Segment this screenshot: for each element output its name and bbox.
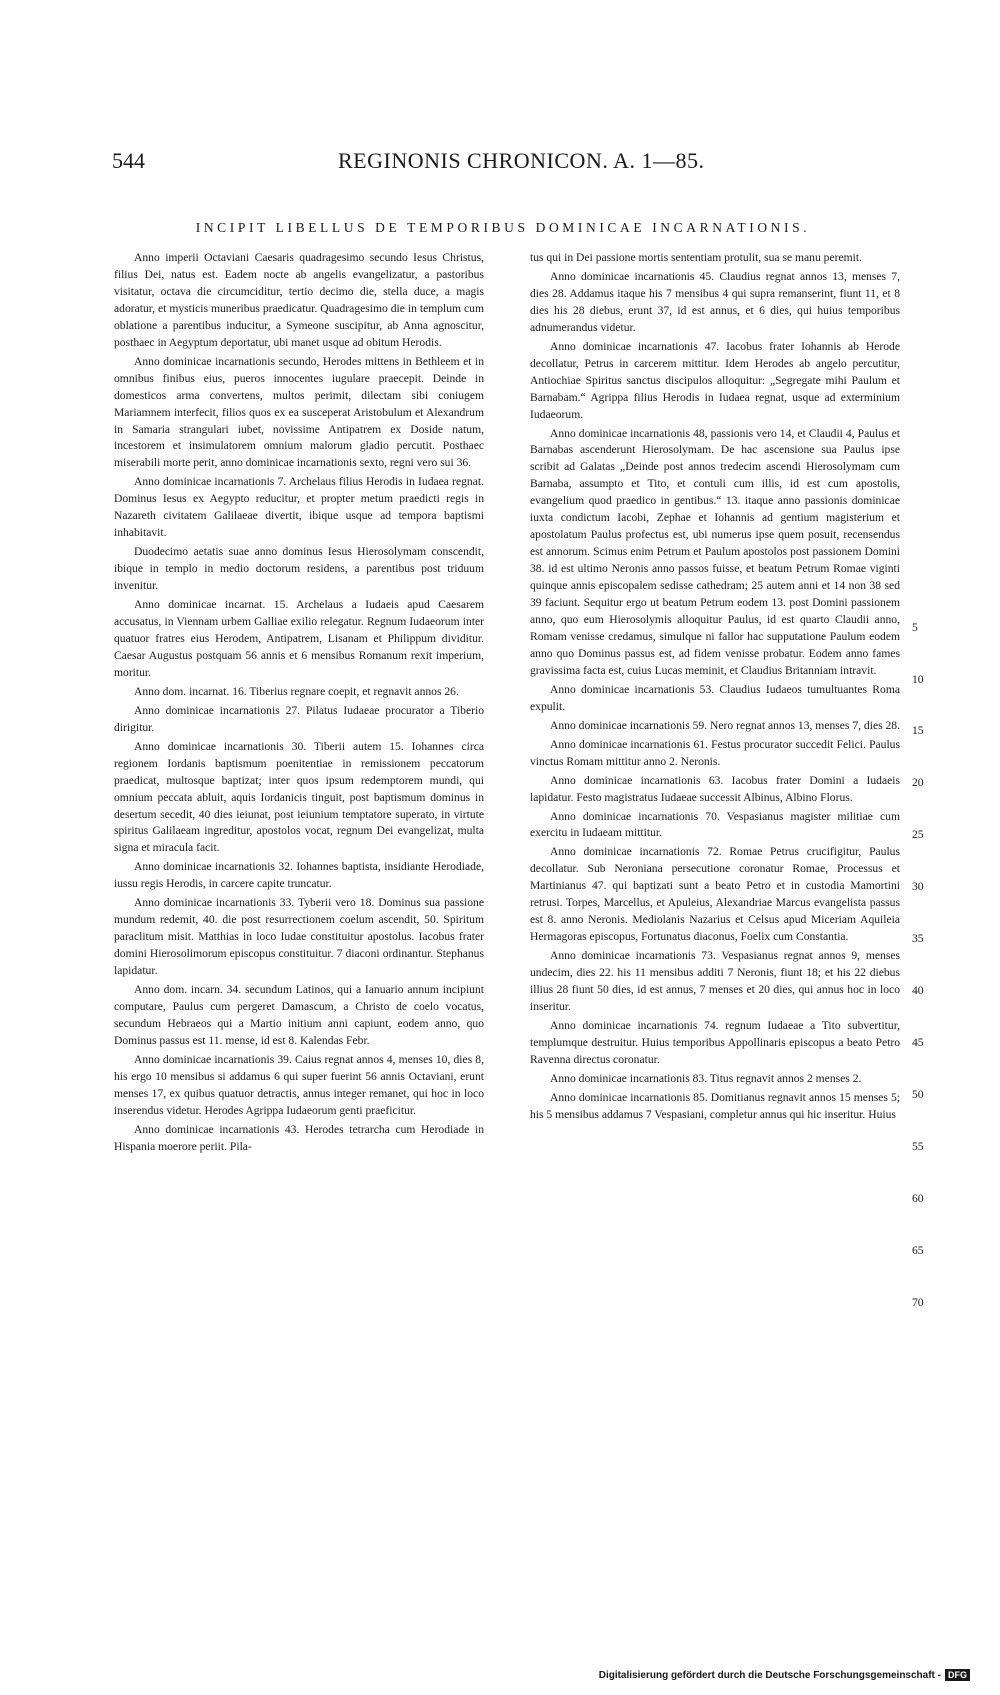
paragraph: Anno dominicae incarnationis 83. Titus regnavit annos 2 menses 2.	[550, 1071, 862, 1085]
paragraph: Anno dominicae incarnationis 45. Claudius regnat annos 13, menses 7, dies 28. Addamus itaque his 7 mensibus 4 qui supra remanserint, fiunt 11, et 8 dies his 28 diebus, erunt 37, id est annus, et 6 dies, qui huius temporibus adnumerandus videtur.	[530, 269, 900, 334]
line-number: 30	[912, 880, 924, 893]
paragraph: Anno dominicae incarnationis 47. Iacobus frater Iohannis ab Herode decollatur, Petrus in carcerem mittitur. Idem Herodes ab angelo percutitur, Antiochiae Spiritus sanctus discipulos alloquitur: „Segregate mihi Paulum et Barnabam.“ Agrippa filius Herodis in Iudaea regnat, usque ad exterminium Iudaeorum.	[530, 339, 900, 421]
running-title: REGINONIS CHRONICON. A. 1—85.	[338, 148, 705, 173]
paragraph: Anno dominicae incarnationis 7. Archelaus filius Herodis in Iudaea regnat. Dominus Iesus ex Aegypto reducitur, et propter metum praedicti regis in Nazareth civitatem Galilaeae divertit, ibique usque ad tempora baptismi inhabitavit.	[114, 475, 484, 540]
paragraph: Anno dominicae incarnationis 70. Vespasianus magister militiae cum exercitu in Iudaeam mittitur.	[530, 809, 900, 840]
paragraph: Anno dominicae incarnationis 53. Claudius Iudaeos tumultuantes Roma expulit.	[530, 682, 900, 713]
line-number: 45	[912, 1036, 924, 1049]
dfg-logo-icon: DFG	[945, 1669, 970, 1681]
line-number: 5	[912, 621, 918, 634]
paragraph: Anno dominicae incarnationis 59. Nero regnat annos 13, menses 7, dies 28.	[550, 718, 900, 732]
paragraph: Anno dom. incarn. 34. secundum Latinos, qui a Ianuario annum incipiunt computare, Paulus cum pergeret Damascum, a Christo de coelo vocatus, secundum Hebraeos qui a Martio initium anni capiunt, eodem anno, quo Dominus passus est 11. mense, id est 8. Kalendas Febr.	[114, 983, 484, 1047]
paragraph: Anno dominicae incarnationis 27. Pilatus Iudaeae procurator a Tiberio dirigitur.	[114, 703, 484, 734]
paragraph: Anno dominicae incarnationis 30. Tiberii autem 15. Iohannes circa regionem Iordanis baptismum poenitentiae in remissionem peccatorum praedicat, multosque baptizat; inter quos ipsum redemptorem mundi, qui omnium peccata abluit, aquis Iordanicis tinguit, post baptismum dominus in desertum secedit, 40 dies ieiunat, post ieiunium temptatore superato, in virtute spiritus Galilaeam ingreditur, apostolos vocat, regnum Dei evangelizat, multa signa et miracula facit.	[114, 739, 484, 855]
line-number: 15	[912, 724, 924, 737]
paragraph: Anno dominicae incarnationis 72. Romae Petrus crucifigitur, Paulus decollatur. Sub Neroniana persecutione coronatur Romae, Processus et Martinianus 47. qui baptizati sunt a beato Petro et in custodia Mamortini retrusi. Torpes, Marcellus, et Apuleius, Alexandriae Marcus evangelista passus est 8. anno Neronis. Mediolanis Nazarius et Celsus apud Miceriam Aquileia Hermagoras episcopus, Fortunatus diaconus, Foelix cum Constantia.	[530, 845, 900, 944]
footer-credit: Digitalisierung gefördert durch die Deutsche Forschungsgemeinschaft -	[598, 1669, 941, 1681]
paragraph: Anno dominicae incarnationis 48, passionis vero 14, et Claudii 4, Paulus et Barnabas ascenderunt Hierosolymam. De hac ascensione sua Paulus ipse scribit ad Galatas „Deinde post annos tredecim ascendi Hierosolymam cum Barnaba, assumpto et Tito, et contuli cum illis, id est cum apostolis, evangelium quod praedico in gentibus.“ 13. itaque anno passionis dominicae iuxta condictum Iacobi, Zephae et Iohannis ad gentium magisterium et apostolatum Paulus profectus est, ubi numerus ipse quem posuit, recensendus est annorum. Scimus enim Petrum et Paulum apostolos post passionem Domini 38. id est ultimo Neronis anno passos fuisse, et beatum Petrum Romae viginti quinque annis episcopalem sedisse cathedram; 25 autem anni et 14 non 38 sed 39 faciunt. Sequitur ergo ut beatum Petrum eodem 13. post Domini passionem anno, quo eum Hierosolymis alloquitur Paulus, id est quarto Claudii anno, Romam venisse credamus, simulque ni fallor hac supputatione Paulum eodem anno quo Dominus passus est, ad fidem venisse probatur. Eodem anno fames gravissima facta est, cuius Lucas meminit, et Claudius Britanniam intravit.	[530, 426, 900, 677]
section-title: INCIPIT LIBELLUS DE TEMPORIBUS DOMINICAE INCARNATIONIS.	[195, 220, 811, 235]
paragraph: Anno dominicae incarnationis 32. Iohannes baptista, insidiante Herodiade, iussu regis Herodis, in carcere capite truncatur.	[114, 860, 484, 891]
paragraph: Anno dominicae incarnationis secundo, Herodes mittens in Bethleem et in omnibus finibus eius, pueros innocentes iugulare praecepit. Deinde in domesticos arma convertens, multos perimit, dilectam sibi coniugem Mariamnem interfecit, filios quos ex ea susceperat Aristobulum et Alexandrum in Samaria strangulari iubet, novissime Antipatrem ex Doside natum, incestorem et insimulatorem omnium malorum gladio percutit. Posthaec miserabili morte perit, anno dominicae incarnationis sexto, regni vero sui 36.	[114, 354, 484, 470]
line-number: 25	[912, 828, 924, 841]
paragraph: Anno dom. incarnat. 16. Tiberius regnare coepit, et regnavit annos 26.	[134, 684, 459, 698]
line-number: 60	[912, 1192, 924, 1205]
line-number: 50	[912, 1088, 924, 1101]
line-number: 65	[912, 1244, 924, 1257]
paragraph: Anno dominicae incarnat. 15. Archelaus a Iudaeis apud Caesarem accusatus, in Viennam urbem Galliae exilio relegatur. Regnum Iudaeorum inter quatuor fratres eius Herodem, Antipatrem, Lisanam et Philippum dividitur. Caesar Augustus postquam 56 annis et 6 mensibus Romanum rexit imperium, moritur.	[114, 598, 484, 679]
line-numbers	[912, 0, 952, 1695]
paragraph: Anno dominicae incarnationis 74. regnum Iudaeae a Tito subvertitur, templumque destruitur. Huius temporibus Appollinaris episcopus a beato Petro Ravenna directus coronatur.	[530, 1018, 900, 1066]
paragraph: Duodecimo aetatis suae anno dominus Iesus Hierosolymam conscendit, ibique in templo in medio doctorum residens, a parentibus post triduum invenitur.	[114, 545, 484, 593]
paragraph: Anno dominicae incarnationis 61. Festus procurator succedit Felici. Paulus vinctus Romam mittitur anno 2. Neronis.	[530, 737, 900, 768]
footer	[599, 1669, 970, 1681]
line-number: 40	[912, 984, 924, 997]
paragraph: Anno dominicae incarnationis 33. Tyberii vero 18. Dominus sua passione mundum redemit, 40. die post resurrectionem coelum ascendit, 50. Spiritum paraclitum misit. Matthias in loco Iudae constituitur apostolus. Iacobus frater domini Hierosolimorum episcopus constituitur. 7 diaconi ordinantur. Stephanus lapidatur.	[114, 896, 484, 978]
line-number: 10	[912, 673, 924, 686]
left-column	[114, 250, 484, 1158]
paragraph: Anno dominicae incarnationis 43. Herodes tetrarcha cum Herodiade in Hispania moerore periit. Pila-	[114, 1122, 484, 1153]
line-number: 55	[912, 1140, 924, 1153]
paragraph: Anno dominicae incarnationis 63. Iacobus frater Domini a Iudaeis lapidatur. Festo magistratus Iudaeae successit Albinus, Albino Florus.	[530, 773, 900, 804]
paragraph: Anno dominicae incarnationis 39. Caius regnat annos 4, menses 10, dies 8, his ergo 10 mensibus si addamus 6 qui super fuerint 56 annis Octaviani, erunt menses 17, ex quibus quatuor detractis, annus integer remanet, qui hoc in loco inserendus videtur. Herodes Agrippa Iudaeorum genti praeficitur.	[114, 1052, 484, 1117]
line-number: 35	[912, 932, 924, 945]
paragraph: Anno imperii Octaviani Caesaris quadragesimo secundo Iesus Christus, filius Dei, natus est. Eadem nocte ab angelis evangelizatur, a pastoribus visitatur, octava die circumciditur, tertio decimo die, stella duce, a magis adoratur, et mysticis muneribus praedicatur. Quadragesimo die in templum cum oblatione a parentibus inducitur, a Symeone suscipitur, ab Anna agnoscitur, posthaec in Aegyptum deportatur, ubi manet usque ad obitum Herodis.	[114, 251, 484, 349]
paragraph: tus qui in Dei passione mortis sententiam protulit, sua se manu peremit.	[530, 251, 862, 264]
line-number: 20	[912, 776, 924, 789]
line-number: 70	[912, 1296, 924, 1309]
paragraph: Anno dominicae incarnationis 85. Domitianus regnavit annos 15 menses 5; his 5 mensibus addamus 7 Vespasiani, completur annus qui hic inseritur. Huius	[530, 1090, 900, 1121]
paragraph: Anno dominicae incarnationis 73. Vespasianus regnat annos 9, menses undecim, dies 22. his 11 mensibus additi 7 Neronis, fiunt 18; et his 22 diebus illius 28 fiunt 50 dies, id est annus, 7 menses et 20 dies, qui annus hoc in loco inseritur.	[530, 949, 900, 1013]
right-column	[530, 250, 900, 1126]
page-number: 544	[112, 148, 145, 173]
